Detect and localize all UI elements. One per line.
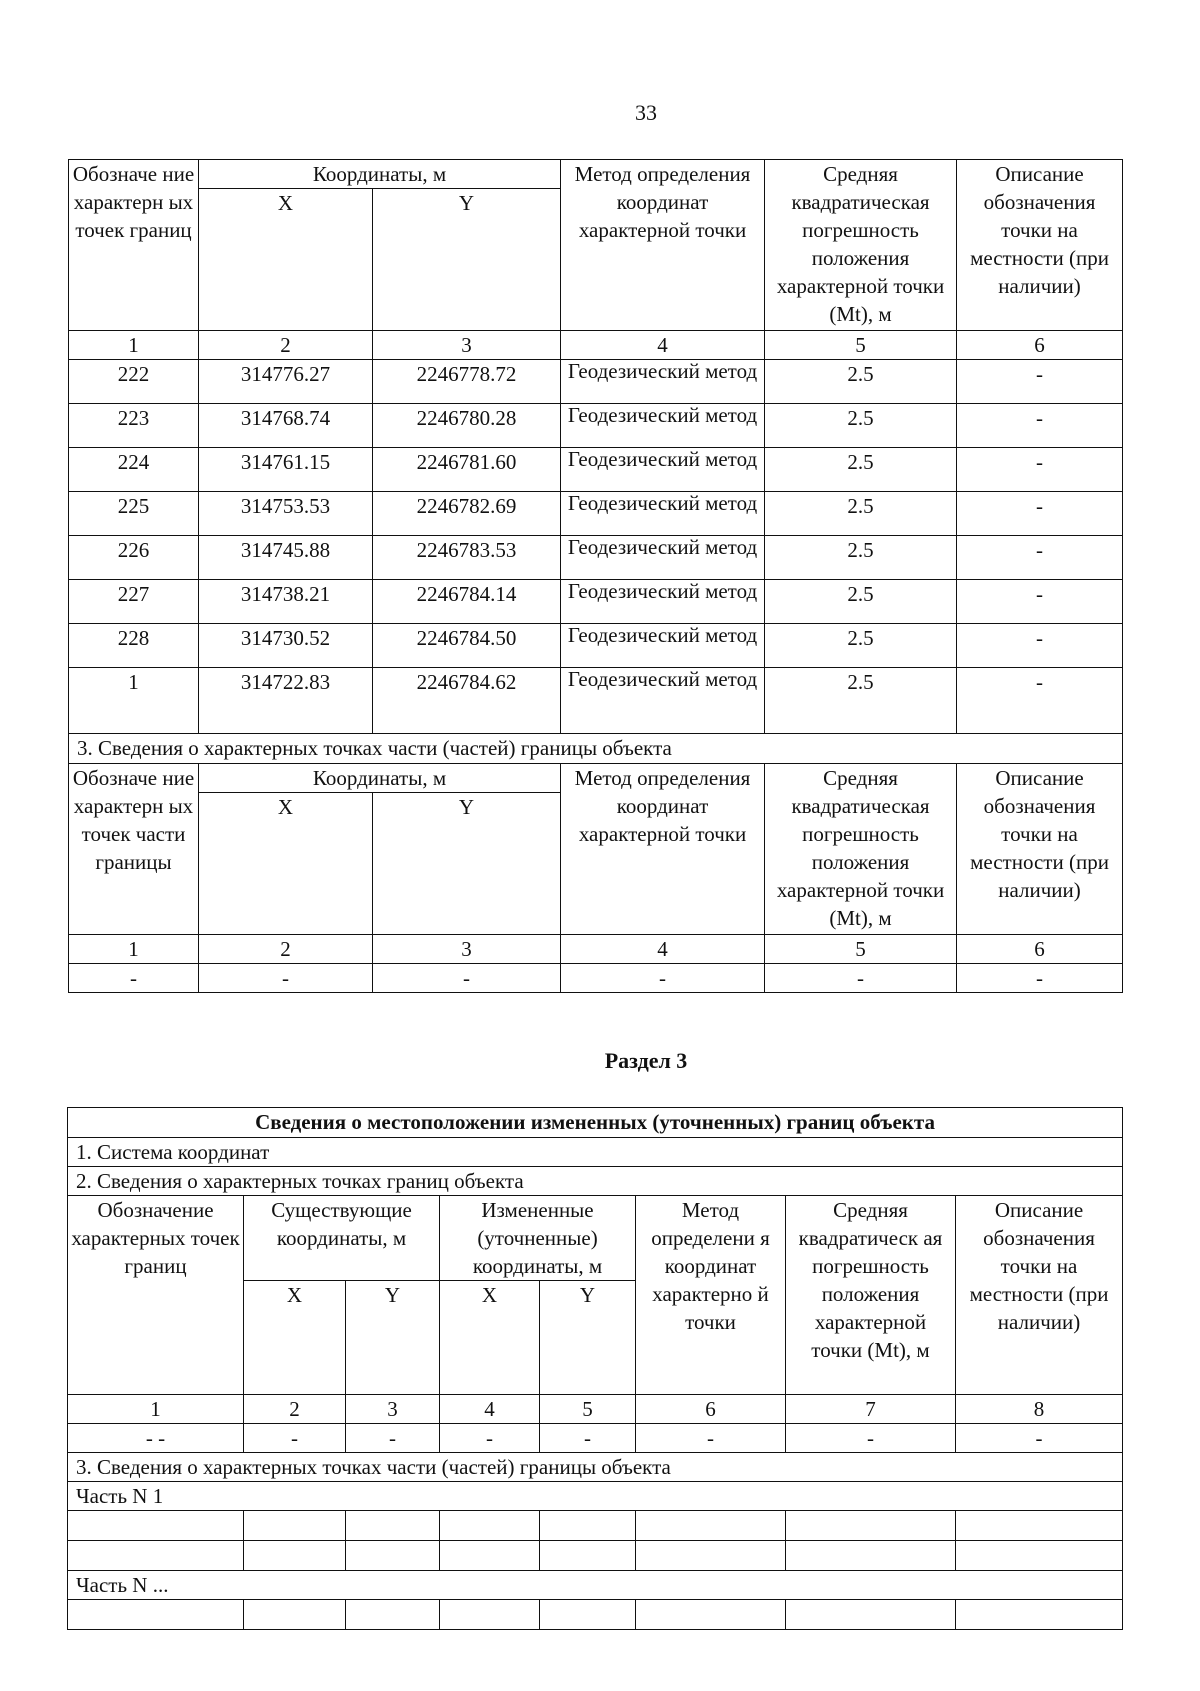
part-cell: - [199,964,373,993]
empty-cell [244,1541,346,1571]
part-n-label: Часть N ... [68,1571,1123,1600]
mt-cell: 2.5 [765,360,957,404]
method-cell: Геодезический метод [561,536,765,580]
empty-cell [786,1541,956,1571]
description-cell: - [957,624,1123,668]
part-cell: - [561,964,765,993]
part-header-error: Средняя квадратическая погрешность положения характерной точки (Mt), м [765,764,957,935]
s3-dash-cell: - [244,1424,346,1453]
s3-col-num: 6 [636,1395,786,1424]
empty-cell [440,1541,540,1571]
s3-header-y2: Y [540,1281,636,1395]
x-cell: 314730.52 [199,624,373,668]
empty-cell [636,1600,786,1630]
empty-cell [636,1511,786,1541]
mt-cell: 2.5 [765,580,957,624]
point-id-cell: 1 [69,668,199,734]
y-cell: 2246781.60 [373,448,561,492]
mt-cell: 2.5 [765,404,957,448]
empty-cell [786,1600,956,1630]
description-cell: - [957,404,1123,448]
header-method: Метод определения координат характерной точки [561,160,765,331]
table-row [69,360,1123,404]
description-cell: - [957,580,1123,624]
s3-col-num: 5 [540,1395,636,1424]
part-cell: - [373,964,561,993]
s3-dash-cell: - [956,1424,1123,1453]
s3-header-x1: X [244,1281,346,1395]
s3-dash-cell: - [636,1424,786,1453]
s3-dash-cell: - [346,1424,440,1453]
description-cell: - [957,668,1123,734]
s3-header-y1: Y [346,1281,440,1395]
col-num: 2 [199,331,373,360]
empty-cell [540,1541,636,1571]
x-cell: 314753.53 [199,492,373,536]
empty-cell [244,1511,346,1541]
mt-cell: 2.5 [765,448,957,492]
s3-col-num: 8 [956,1395,1123,1424]
part-header-x: X [199,793,373,935]
x-cell: 314722.83 [199,668,373,734]
y-cell: 2246782.69 [373,492,561,536]
empty-cell [68,1511,244,1541]
method-cell: Геодезический метод [561,624,765,668]
page-number: 33 [635,100,657,125]
part-header-method: Метод определения координат характерной точки [561,764,765,935]
empty-cell [440,1600,540,1630]
method-cell: Геодезический метод [561,360,765,404]
description-cell: - [957,360,1123,404]
y-cell: 2246780.28 [373,404,561,448]
x-cell: 314768.74 [199,404,373,448]
table-row [69,668,1123,734]
changed-table-title: Сведения о местоположении измененных (уточненных) границ объекта [68,1108,1123,1138]
section-title: Раздел 3 [604,1048,688,1073]
part-header-description: Описание обозначения точки на местности (при наличии) [957,764,1123,935]
empty-cell [346,1511,440,1541]
empty-cell [346,1600,440,1630]
col-num: 1 [69,331,199,360]
y-cell: 2246783.53 [373,536,561,580]
point-id-cell: 228 [69,624,199,668]
part-1-label: Часть N 1 [68,1482,1123,1511]
coord-system: 1. Система координат [68,1138,1123,1167]
method-cell: Геодезический метод [561,448,765,492]
empty-cell [68,1600,244,1630]
empty-cell [440,1511,540,1541]
method-cell: Геодезический метод [561,580,765,624]
part-cell: - [765,964,957,993]
empty-cell [540,1600,636,1630]
part-col-num: 5 [765,935,957,964]
s3-dash-cell: - [440,1424,540,1453]
points-title: 2. Сведения о характерных точках границ объекта [68,1167,1123,1196]
method-cell: Геодезический метод [561,404,765,448]
x-cell: 314745.88 [199,536,373,580]
empty-cell [786,1511,956,1541]
y-cell: 2246784.62 [373,668,561,734]
part-section-title: 3. Сведения о характерных точках части (частей) границы объекта [69,734,1123,764]
s3-header-x2: X [440,1281,540,1395]
y-cell: 2246784.50 [373,624,561,668]
part-col-num: 4 [561,935,765,964]
s3-header-description: Описание обозначения точки на местности (при наличии) [956,1196,1123,1395]
table-row [69,492,1123,536]
col-num: 3 [373,331,561,360]
part-col-num: 1 [69,935,199,964]
point-id-cell: 222 [69,360,199,404]
table-row [69,448,1123,492]
x-cell: 314776.27 [199,360,373,404]
parts-title: 3. Сведения о характерных точках части (частей) границы объекта [68,1453,1123,1482]
part-header-designation: Обозначе ние характерн ых точек части границы [69,764,199,935]
empty-cell [956,1541,1123,1571]
mt-cell: 2.5 [765,492,957,536]
empty-cell [956,1511,1123,1541]
empty-cell [68,1541,244,1571]
s3-dash-cell: - [786,1424,956,1453]
x-cell: 314738.21 [199,580,373,624]
header-x: X [199,189,373,331]
part-col-num: 6 [957,935,1123,964]
part-header-y: Y [373,793,561,935]
col-num: 6 [957,331,1123,360]
table-row [69,536,1123,580]
empty-cell [346,1541,440,1571]
table-row [69,580,1123,624]
part-cell: - [957,964,1123,993]
y-cell: 2246778.72 [373,360,561,404]
s3-col-num: 3 [346,1395,440,1424]
table-row [69,404,1123,448]
header-designation: Обозначе ние характерн ых точек границ [69,160,199,331]
part-header-coordinates: Координаты, м [199,764,561,793]
mt-cell: 2.5 [765,624,957,668]
part-col-num: 2 [199,935,373,964]
s3-col-num: 7 [786,1395,956,1424]
s3-header-error: Средняя квадратическ ая погрешность положения характерной точки (Mt), м [786,1196,956,1395]
header-coordinates: Координаты, м [199,160,561,189]
s3-header-changed: Измененные (уточненные) координаты, м [440,1196,636,1281]
method-cell: Геодезический метод [561,668,765,734]
s3-dash-cell: - [540,1424,636,1453]
y-cell: 2246784.14 [373,580,561,624]
s3-header-method: Метод определени я координат характерно й точки [636,1196,786,1395]
x-cell: 314761.15 [199,448,373,492]
description-cell: - [957,536,1123,580]
part-col-num: 3 [373,935,561,964]
description-cell: - [957,492,1123,536]
point-id-cell: 227 [69,580,199,624]
point-id-cell: 226 [69,536,199,580]
s3-col-num: 2 [244,1395,346,1424]
point-id-cell: 225 [69,492,199,536]
description-cell: - [957,448,1123,492]
part-cell: - [69,964,199,993]
empty-cell [244,1600,346,1630]
s3-col-num: 4 [440,1395,540,1424]
header-description: Описание обозначения точки на местности (при наличии) [957,160,1123,331]
point-id-cell: 223 [69,404,199,448]
empty-cell [956,1600,1123,1630]
empty-cell [540,1511,636,1541]
col-num: 4 [561,331,765,360]
mt-cell: 2.5 [765,668,957,734]
s3-dash-cell: - - [68,1424,244,1453]
col-num: 5 [765,331,957,360]
boundary-points-table [68,159,1123,993]
s3-col-num: 1 [68,1395,244,1424]
s3-header-designation: Обозначение характерных точек границ [68,1196,244,1395]
point-id-cell: 224 [69,448,199,492]
header-y: Y [373,189,561,331]
s3-header-existing: Существующие координаты, м [244,1196,440,1281]
method-cell: Геодезический метод [561,492,765,536]
header-error: Средняя квадратическая погрешность положения характерной точки (Mt), м [765,160,957,331]
table-row [69,624,1123,668]
mt-cell: 2.5 [765,536,957,580]
empty-cell [636,1541,786,1571]
changed-boundaries-table [67,1107,1123,1630]
